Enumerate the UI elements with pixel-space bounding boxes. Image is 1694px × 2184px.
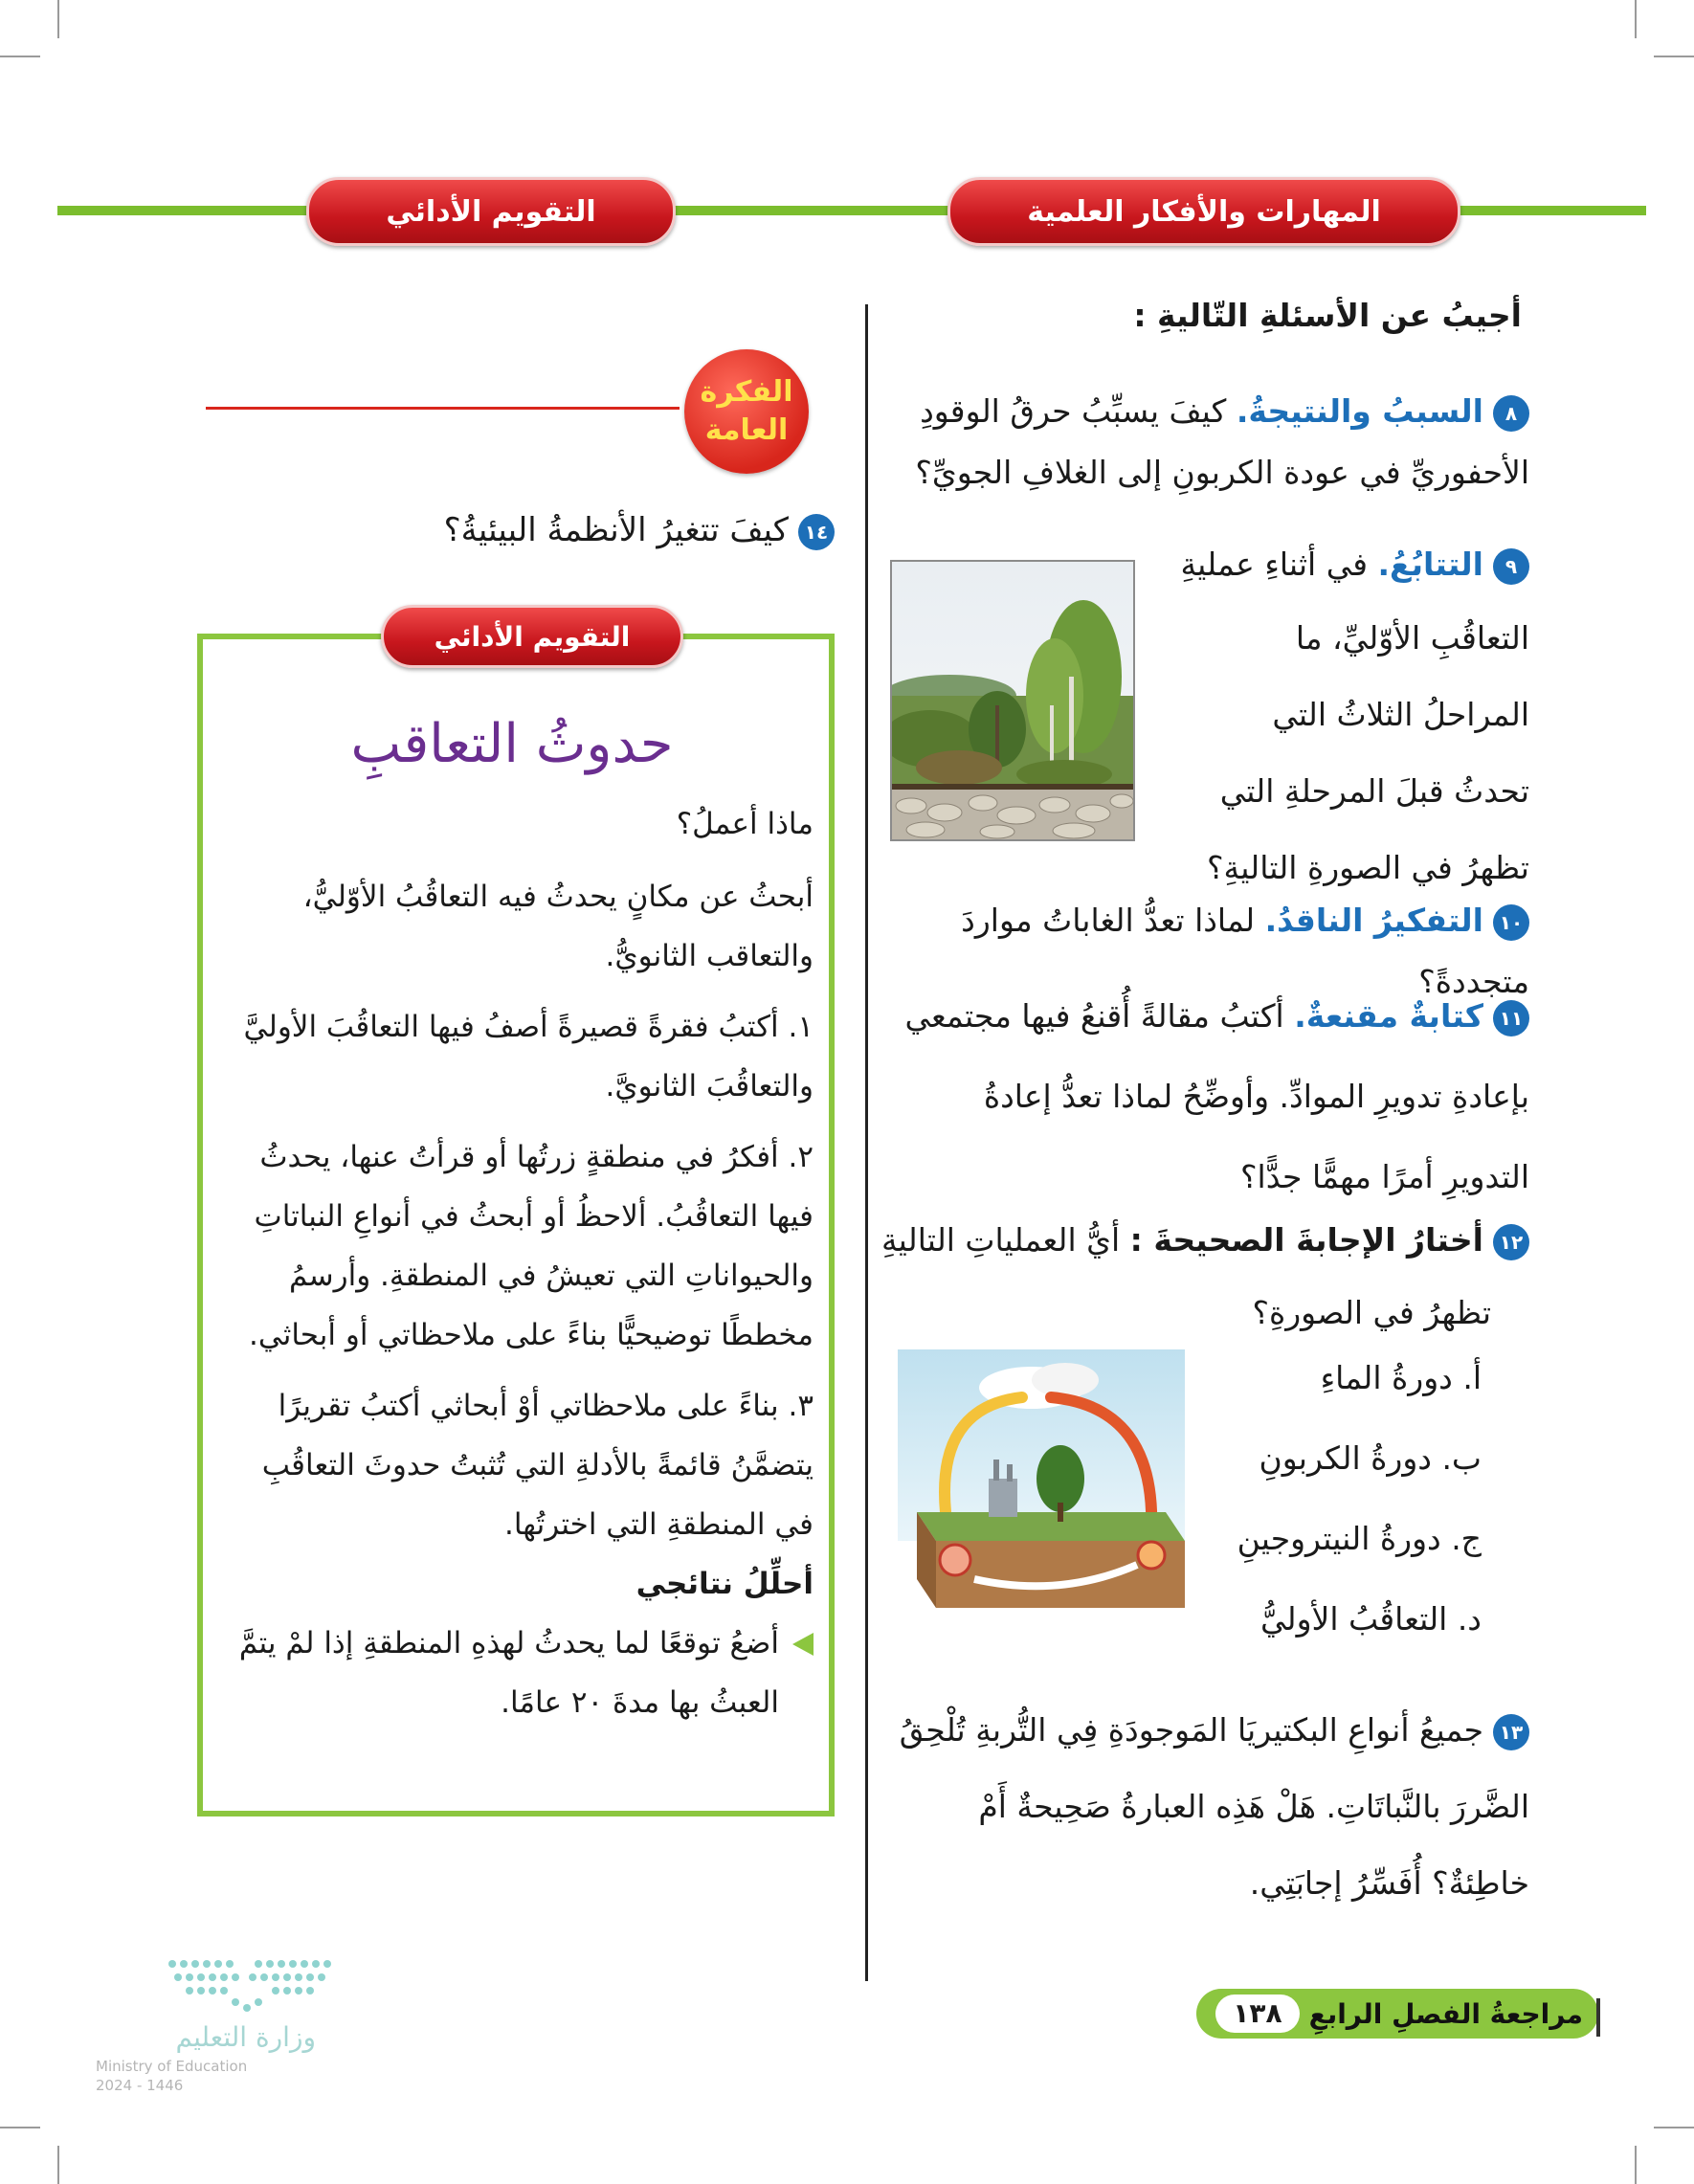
crop-mark bbox=[1635, 2146, 1637, 2184]
step-2: ٢. أفكرُ في منطقةٍ زرتُها أو قرأتُ عنها، يحدثُ bbox=[259, 1140, 814, 1174]
question-9 bbox=[1148, 534, 1529, 902]
ministry-name-en: Ministry of Education bbox=[96, 2058, 248, 2075]
footer-chapter-pill bbox=[1196, 1989, 1598, 2039]
column-divider bbox=[865, 304, 868, 1981]
task-text: والتعاقب الثانويُّ. bbox=[605, 939, 814, 973]
option-d[interactable]: د. التعاقُبُ الأوليُّ bbox=[1260, 1600, 1482, 1638]
question-13 bbox=[880, 1692, 1529, 1922]
crop-mark bbox=[57, 2146, 59, 2184]
task-text: أبحثُ عن مكانٍ يحدثُ فيه التعاقُبُ الأوّليُّ، bbox=[302, 880, 814, 914]
big-idea-badge bbox=[684, 349, 809, 474]
question-text: بإعادةِ تدويرِ الموادِّ. وأوضِّحُ لماذا تعدُّ إعادةُ bbox=[983, 1078, 1529, 1115]
crop-mark bbox=[1654, 56, 1694, 57]
question-number: ١٢ bbox=[1493, 1224, 1529, 1260]
option-c[interactable]: ج. دورةُ النيتروجينِ bbox=[1237, 1520, 1482, 1557]
step-2: مخططًا توضيحيًّا بناءً على ملاحظاتي أو أبحاثي. bbox=[249, 1318, 814, 1352]
question-number: ٩ bbox=[1493, 548, 1529, 585]
answer-options bbox=[1206, 1338, 1482, 1660]
step-1: والتعاقُبَ الثانويَّ. bbox=[605, 1069, 814, 1103]
question-label: التتابُعُ. bbox=[1377, 546, 1483, 583]
question-text: التدويرِ أمرًا مهمًّا جدًّا؟ bbox=[1240, 1158, 1529, 1195]
question-number: ١١ bbox=[1493, 1000, 1529, 1036]
question-text: أيُّ العملياتِ التاليةِ bbox=[880, 1221, 1121, 1259]
question-text: خاطِئةٌ؟ أُفَسِّرُ إجابَتِي. bbox=[1249, 1864, 1529, 1902]
question-12 bbox=[880, 1204, 1529, 1349]
question-text: في أثناءِ عمليةِ bbox=[1180, 546, 1368, 583]
task-body bbox=[220, 794, 814, 1732]
succession-photo bbox=[890, 560, 1135, 841]
question-text: تحدثُ قبلَ المرحلةِ التي bbox=[1219, 772, 1529, 810]
crop-mark bbox=[0, 56, 40, 57]
question-number: ٨ bbox=[1493, 395, 1529, 432]
step-2: فيها التعاقُبُ. ألاحظُ أو أبحثُ في أنواعِ النباتاتِ bbox=[254, 1199, 814, 1234]
question-number: ١٤ bbox=[798, 514, 835, 550]
banner-skills: المهارات والأفكار العلمية bbox=[947, 177, 1460, 246]
question-text: المراحلُ الثلاثُ التي bbox=[1272, 696, 1529, 733]
question-label: أختارُ الإجابةَ الصحيحةَ : bbox=[1129, 1221, 1483, 1259]
task-title: حدوثُ التعاقبِ bbox=[350, 713, 674, 775]
question-text: تظهرُ في الصورةِ التاليةِ؟ bbox=[1207, 849, 1529, 886]
step-3: في المنطقةِ التي اخترتُها. bbox=[504, 1507, 814, 1542]
analyze-item bbox=[220, 1614, 814, 1732]
crop-mark bbox=[57, 0, 59, 38]
question-14 bbox=[287, 500, 835, 561]
question-number: ١٣ bbox=[1493, 1714, 1529, 1750]
step-3: يتضمَّنُ قائمةً بالأدلةِ التي تُثبتُ حدوثَ التعاقُبِ bbox=[261, 1448, 814, 1482]
question-text: كيفَ يسبِّبُ حرقُ الوقودِ bbox=[920, 392, 1227, 430]
what-do-heading: ماذا أعملُ؟ bbox=[676, 807, 814, 841]
question-text: التعاقُبِ الأوّليِّ، ما bbox=[1295, 619, 1529, 657]
question-text: تظهرُ في الصورةِ؟ bbox=[1252, 1294, 1491, 1331]
question-text: الضَّررَ بالنَّباتَاتِ. هَلْ هَذِه العبارةُ صَحِيحةٌ أَمْ bbox=[978, 1788, 1529, 1825]
question-number: ١٠ bbox=[1493, 904, 1529, 941]
analyze-text: العبثُ بها مدةَ ٢٠ عامًا. bbox=[501, 1685, 779, 1720]
question-text: لماذا تعدُّ الغاباتُ مواردَ متجددةً؟ bbox=[961, 902, 1529, 1000]
question-11 bbox=[880, 976, 1529, 1217]
ministry-name: وزارة التعليم bbox=[175, 2021, 316, 2053]
step-1: ١. أكتبُ فقرةً قصيرةً أصفُ فيها التعاقُبَ الأوليَّ bbox=[243, 1010, 814, 1044]
option-b[interactable]: ب. دورةُ الكربونِ bbox=[1259, 1439, 1482, 1477]
triangle-bullet-icon bbox=[792, 1633, 814, 1656]
crop-mark bbox=[0, 2127, 40, 2128]
task-banner: التقويم الأدائي bbox=[381, 605, 683, 668]
big-idea-text: الفكرة bbox=[700, 375, 793, 409]
question-8 bbox=[880, 381, 1529, 503]
question-text: جميعُ أنواعِ البكتيريَا المَوجودَةِ فِي التُّربةِ تُلْحِقُ bbox=[899, 1711, 1483, 1749]
step-3: ٣. بناءً على ملاحظاتي أوْ أبحاثي أكتبُ تقريرًا bbox=[278, 1389, 814, 1423]
footer-edge bbox=[1596, 1998, 1600, 2037]
questions-intro: أجيبُ عن الأسئلةِ التّاليةِ : bbox=[1133, 297, 1522, 334]
question-text: كيفَ تتغيرُ الأنظمةُ البيئيةُ؟ bbox=[443, 511, 789, 549]
step-2: والحيواناتِ التي تعيشُ في المنطقةِ. وأرسمُ bbox=[289, 1259, 814, 1293]
analyze-text: أضعُ توقعًا لما يحدثُ لهذهِ المنطقةِ إذا لمْ يتمَّ bbox=[238, 1626, 779, 1660]
big-idea-line bbox=[206, 407, 680, 410]
cycle-diagram bbox=[898, 1349, 1185, 1627]
question-label: كتابةٌ مقنعةٌ. bbox=[1294, 997, 1483, 1035]
crop-mark bbox=[1654, 2127, 1694, 2128]
question-label: السببُ والنتيجةُ. bbox=[1236, 392, 1483, 430]
ministry-year: 2024 - 1446 bbox=[96, 2077, 184, 2094]
option-a[interactable]: أ. دورةُ الماءِ bbox=[1320, 1359, 1482, 1396]
analyze-heading: أحلِّلُ نتائجي bbox=[635, 1567, 814, 1601]
banner-performance: التقويم الأدائي bbox=[306, 177, 676, 246]
ministry-logo-icon bbox=[163, 1952, 345, 2029]
question-label: التفكيرُ الناقدُ. bbox=[1264, 902, 1483, 939]
question-text: الأحفوريِّ في عودة الكربونِ إلى الغلافِ الجويِّ؟ bbox=[915, 454, 1529, 491]
big-idea-text: العامة bbox=[704, 413, 789, 447]
page-number: ١٣٨ bbox=[1215, 1995, 1299, 2033]
chapter-label: مراجعةُ الفصلِ الرابعِ bbox=[1308, 1997, 1583, 2030]
crop-mark bbox=[1635, 0, 1637, 38]
question-text: أكتبُ مقالةً أُقنعُ فيها مجتمعي bbox=[904, 997, 1284, 1035]
